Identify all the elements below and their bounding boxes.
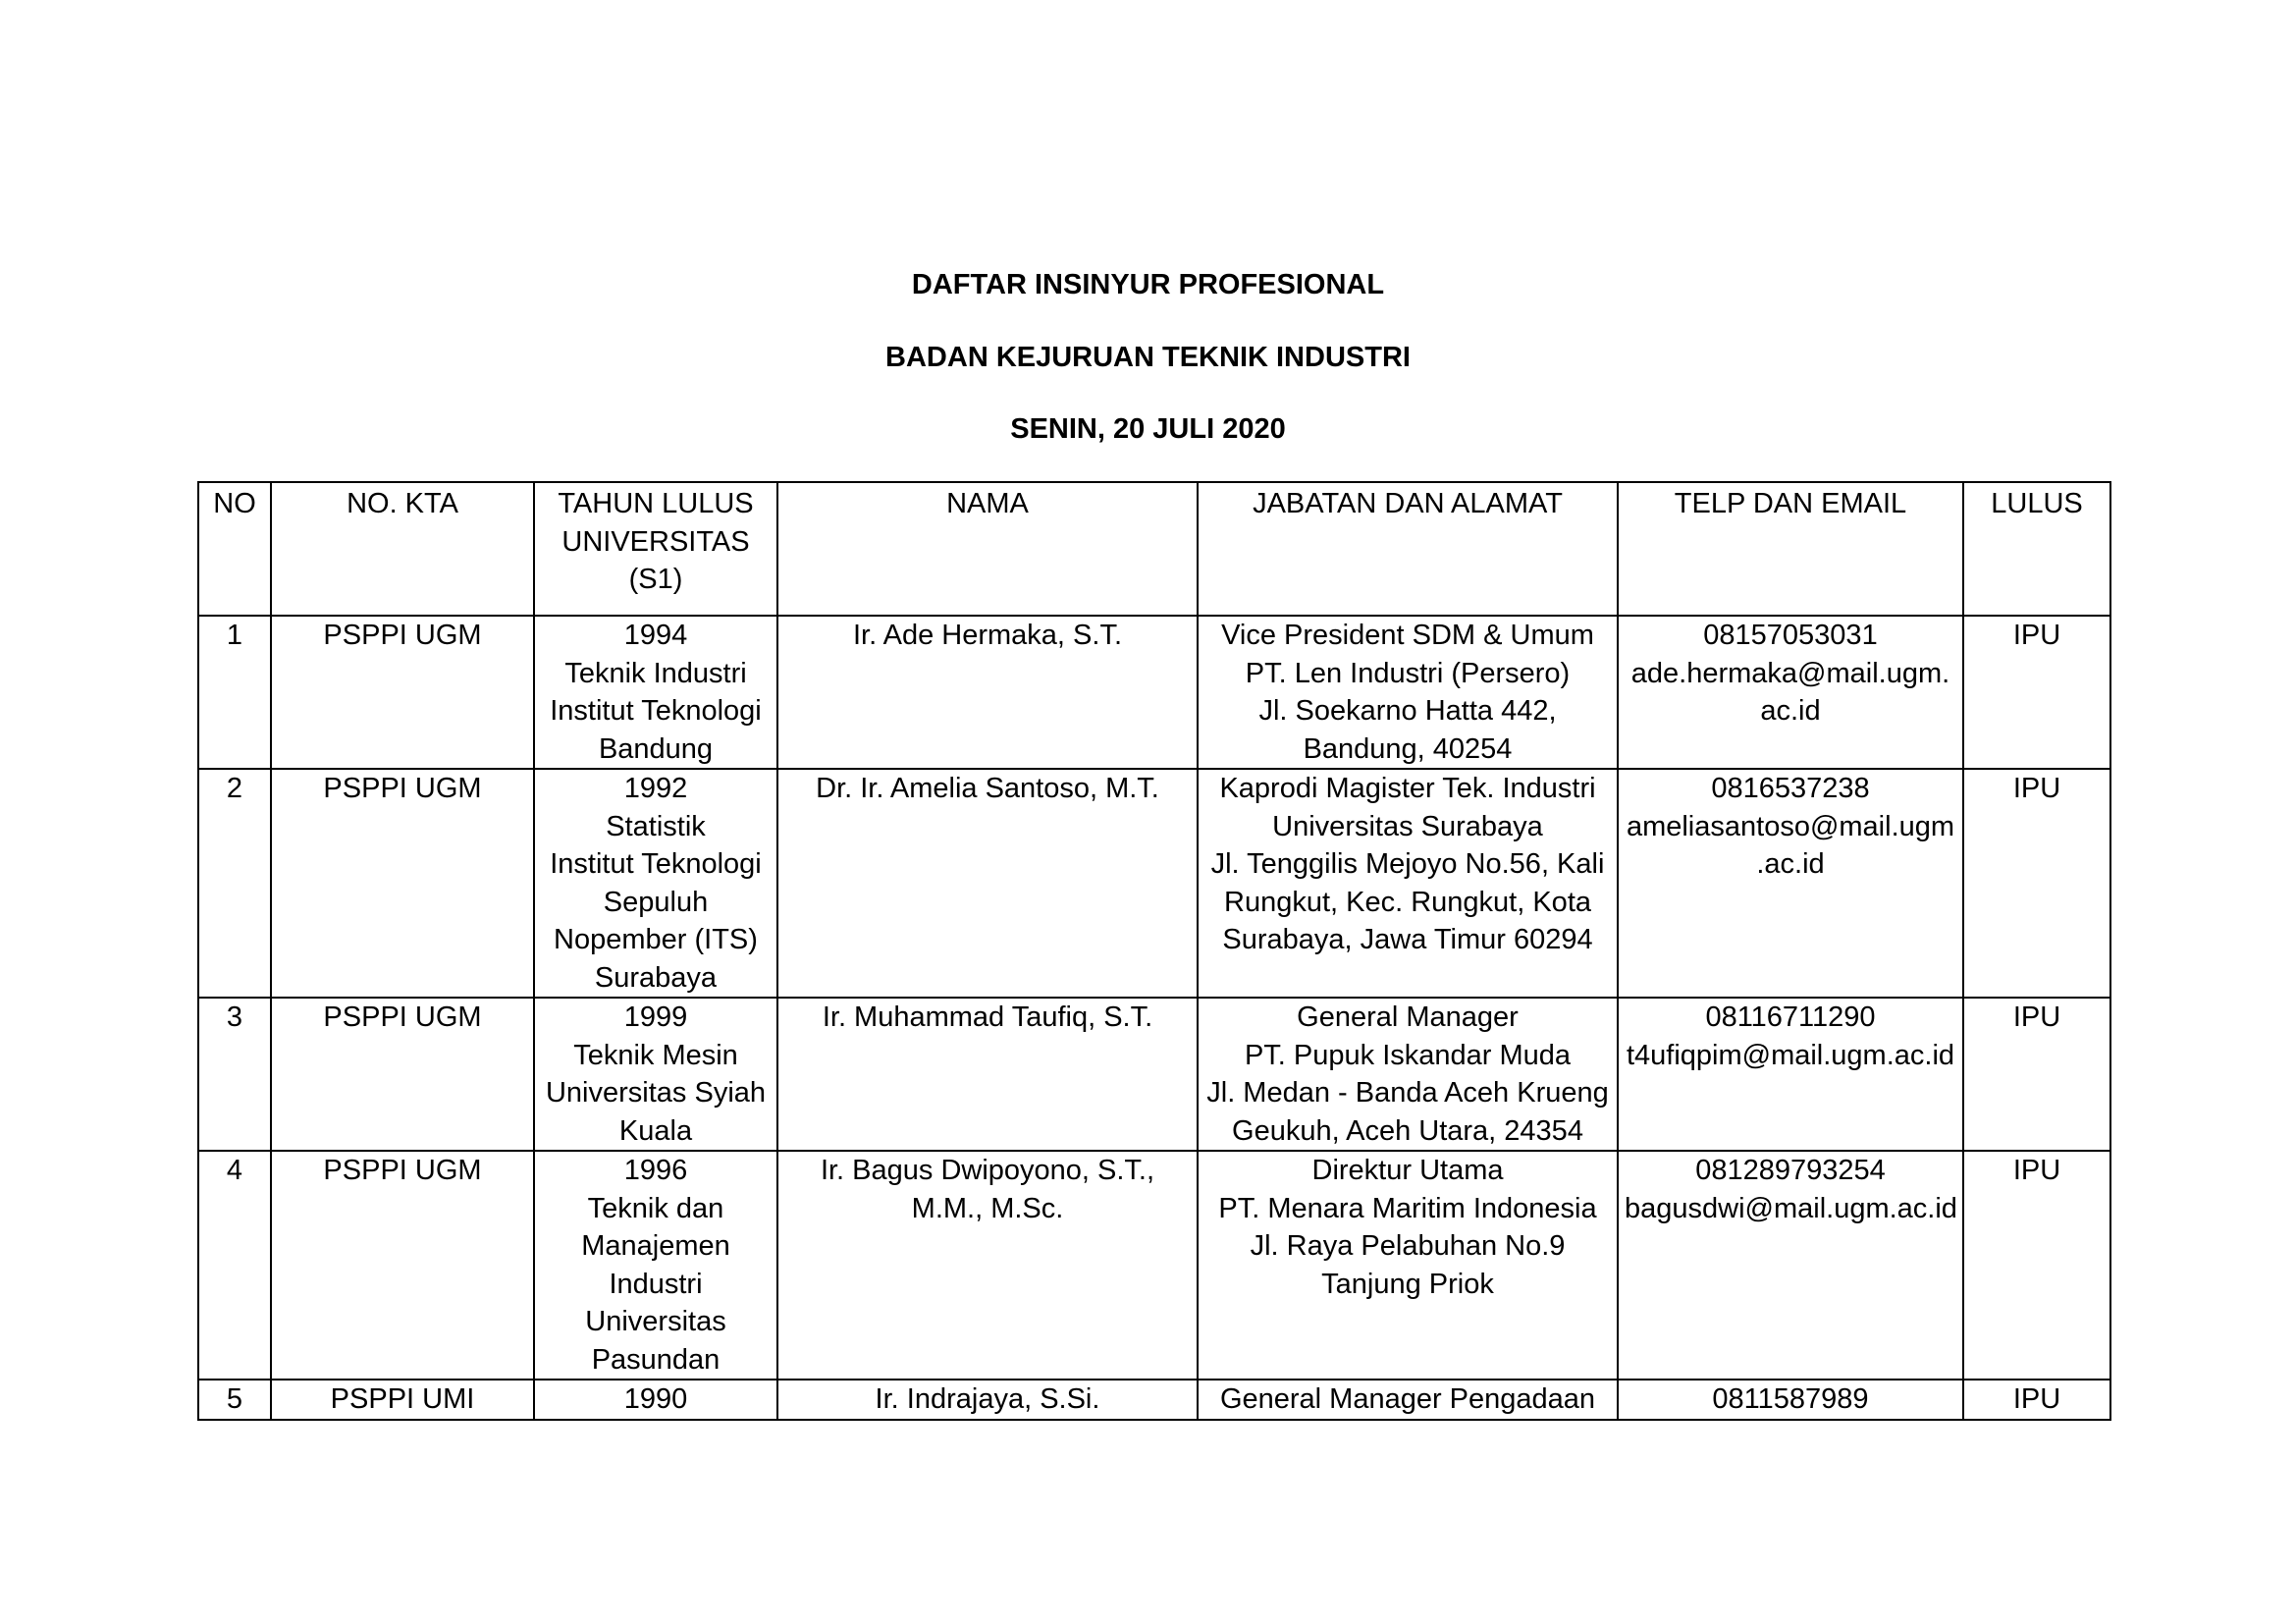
cell-no: 2 <box>198 769 271 998</box>
cell-line: 1999 <box>623 1001 688 1033</box>
cell-line: Teknik dan <box>587 1192 724 1224</box>
column-header-tahun-line: TAHUN LULUS <box>558 488 754 519</box>
cell-telp <box>1618 1380 1963 1420</box>
cell-line: 08157053031 <box>1703 620 1878 651</box>
cell-telp <box>1618 1151 1963 1380</box>
cell-lulus: IPU <box>1963 998 2110 1151</box>
cell-telp <box>1618 998 1963 1151</box>
cell-kta: PSPPI UGM <box>271 769 534 998</box>
cell-line: 0816537238 <box>1711 773 1870 804</box>
cell-line: 081289793254 <box>1695 1155 1886 1186</box>
cell-kta: PSPPI UGM <box>271 998 534 1151</box>
cell-nama <box>777 998 1198 1151</box>
cell-line: Teknik Industri <box>564 657 747 689</box>
cell-line: Geukuh, Aceh Utara, 24354 <box>1232 1114 1583 1147</box>
engineer-roster-table <box>197 481 2111 1421</box>
cell-no: 3 <box>198 998 271 1151</box>
cell-line: Manajemen <box>581 1230 730 1262</box>
cell-tahun <box>534 998 777 1151</box>
cell-no: 5 <box>198 1380 271 1420</box>
column-header-tahun-line: UNIVERSITAS <box>561 525 750 558</box>
email-link[interactable]: ac.id <box>1760 695 1821 727</box>
cell-line: PT. Menara Maritim Indonesia <box>1218 1192 1597 1224</box>
cell-tahun <box>534 616 777 769</box>
cell-line: Nopember (ITS) <box>554 924 758 955</box>
cell-line: Rungkut, Kec. Rungkut, Kota <box>1224 886 1591 918</box>
cell-jabatan <box>1198 998 1618 1151</box>
cell-kta: PSPPI UGM <box>271 616 534 769</box>
table-row <box>198 998 2110 1151</box>
cell-line: 08116711290 <box>1705 1001 1876 1033</box>
cell-line: Universitas Syiah <box>545 1077 767 1109</box>
cell-jabatan <box>1198 1151 1618 1380</box>
cell-lulus: IPU <box>1963 616 2110 769</box>
cell-lulus: IPU <box>1963 1151 2110 1380</box>
cell-line: Universitas <box>585 1306 726 1337</box>
cell-line: M.M., M.Sc. <box>911 1192 1064 1224</box>
cell-nama <box>777 616 1198 769</box>
cell-line: Universitas Surabaya <box>1272 810 1543 842</box>
cell-line: Direktur Utama <box>1311 1155 1504 1186</box>
cell-line: 1994 <box>623 620 688 651</box>
cell-no: 1 <box>198 616 271 769</box>
cell-line: Ir. Indrajaya, S.Si. <box>875 1383 1100 1415</box>
cell-line: Surabaya <box>594 961 718 994</box>
cell-line: Jl. Raya Pelabuhan No.9 <box>1250 1230 1566 1262</box>
cell-kta: PSPPI UGM <box>271 1151 534 1380</box>
table-row <box>198 769 2110 998</box>
cell-line: Teknik Mesin <box>573 1039 738 1071</box>
table-row <box>198 616 2110 769</box>
column-header-lulus: LULUS <box>1963 482 2110 616</box>
email-link[interactable]: ade.hermaka@mail.ugm. <box>1630 657 1950 689</box>
cell-line: Ir. Bagus Dwipoyono, S.T., <box>820 1155 1155 1186</box>
column-header-telp: TELP DAN EMAIL <box>1618 482 1963 616</box>
column-header-tahun <box>534 482 777 616</box>
table-header-row <box>198 482 2110 616</box>
cell-line: 1996 <box>623 1155 688 1186</box>
cell-line: Sepuluh <box>603 886 709 918</box>
cell-line: 0811587989 <box>1712 1383 1869 1415</box>
cell-jabatan <box>1198 616 1618 769</box>
cell-line: PT. Len Industri (Persero) <box>1245 657 1571 689</box>
document-subtitle: BADAN KEJURUAN TEKNIK INDUSTRI <box>885 342 1411 373</box>
cell-line: Institut Teknologi <box>550 695 762 727</box>
cell-line: Jl. Medan - Banda Aceh Krueng <box>1206 1077 1609 1109</box>
cell-no: 4 <box>198 1151 271 1380</box>
column-header-kta: NO. KTA <box>271 482 534 616</box>
email-link[interactable]: .ac.id <box>1756 848 1825 880</box>
cell-line: Kaprodi Magister Tek. Industri <box>1219 773 1596 804</box>
cell-line: Institut Teknologi <box>550 848 762 880</box>
cell-line: General Manager <box>1297 1001 1519 1033</box>
table-row <box>198 1151 2110 1380</box>
column-header-nama: NAMA <box>777 482 1198 616</box>
cell-line: 1990 <box>623 1383 688 1415</box>
cell-lulus: IPU <box>1963 769 2110 998</box>
cell-nama <box>777 769 1198 998</box>
document-date: SENIN, 20 JULI 2020 <box>1010 413 1286 445</box>
column-header-no: NO <box>198 482 271 616</box>
cell-line: Industri <box>609 1268 703 1300</box>
cell-line: Bandung, 40254 <box>1303 732 1513 765</box>
cell-line: Jl. Soekarno Hatta 442, <box>1258 695 1557 727</box>
cell-line: Jl. Tenggilis Mejoyo No.56, Kali <box>1210 848 1605 880</box>
document-title: DAFTAR INSINYUR PROFESIONAL <box>911 269 1385 300</box>
cell-line: Ir. Muhammad Taufiq, S.T. <box>822 1001 1153 1033</box>
cell-line: Ir. Ade Hermaka, S.T. <box>853 620 1122 651</box>
cell-line: General Manager Pengadaan <box>1219 1383 1596 1415</box>
cell-line: Dr. Ir. Amelia Santoso, M.T. <box>816 773 1159 804</box>
cell-nama <box>777 1151 1198 1380</box>
table-row <box>198 1380 2110 1420</box>
cell-telp <box>1618 616 1963 769</box>
cell-tahun <box>534 769 777 998</box>
cell-telp <box>1618 769 1963 998</box>
cell-jabatan <box>1198 1380 1618 1420</box>
email-link[interactable]: t4ufiqpim@mail.ugm.ac.id <box>1626 1039 1955 1071</box>
cell-line: Surabaya, Jawa Timur 60294 <box>1222 924 1593 955</box>
cell-jabatan <box>1198 769 1618 998</box>
cell-line: Tanjung Priok <box>1321 1268 1494 1300</box>
email-link[interactable]: bagusdwi@mail.ugm.ac.id <box>1625 1192 1957 1224</box>
column-header-jabatan: JABATAN DAN ALAMAT <box>1198 482 1618 616</box>
cell-tahun <box>534 1151 777 1380</box>
email-link[interactable]: ameliasantoso@mail.ugm <box>1626 810 1955 842</box>
cell-lulus: IPU <box>1963 1380 2110 1420</box>
cell-kta: PSPPI UMI <box>271 1380 534 1420</box>
cell-nama <box>777 1380 1198 1420</box>
cell-line: PT. Pupuk Iskandar Muda <box>1244 1039 1572 1071</box>
cell-line: Kuala <box>618 1114 693 1147</box>
cell-line: 1992 <box>623 773 688 804</box>
cell-line: Pasundan <box>591 1343 721 1376</box>
cell-line: Bandung <box>598 732 714 765</box>
column-header-tahun-line: (S1) <box>628 564 683 595</box>
cell-line: Statistik <box>606 810 706 842</box>
cell-line: Vice President SDM & Umum <box>1221 620 1594 651</box>
cell-tahun <box>534 1380 777 1420</box>
